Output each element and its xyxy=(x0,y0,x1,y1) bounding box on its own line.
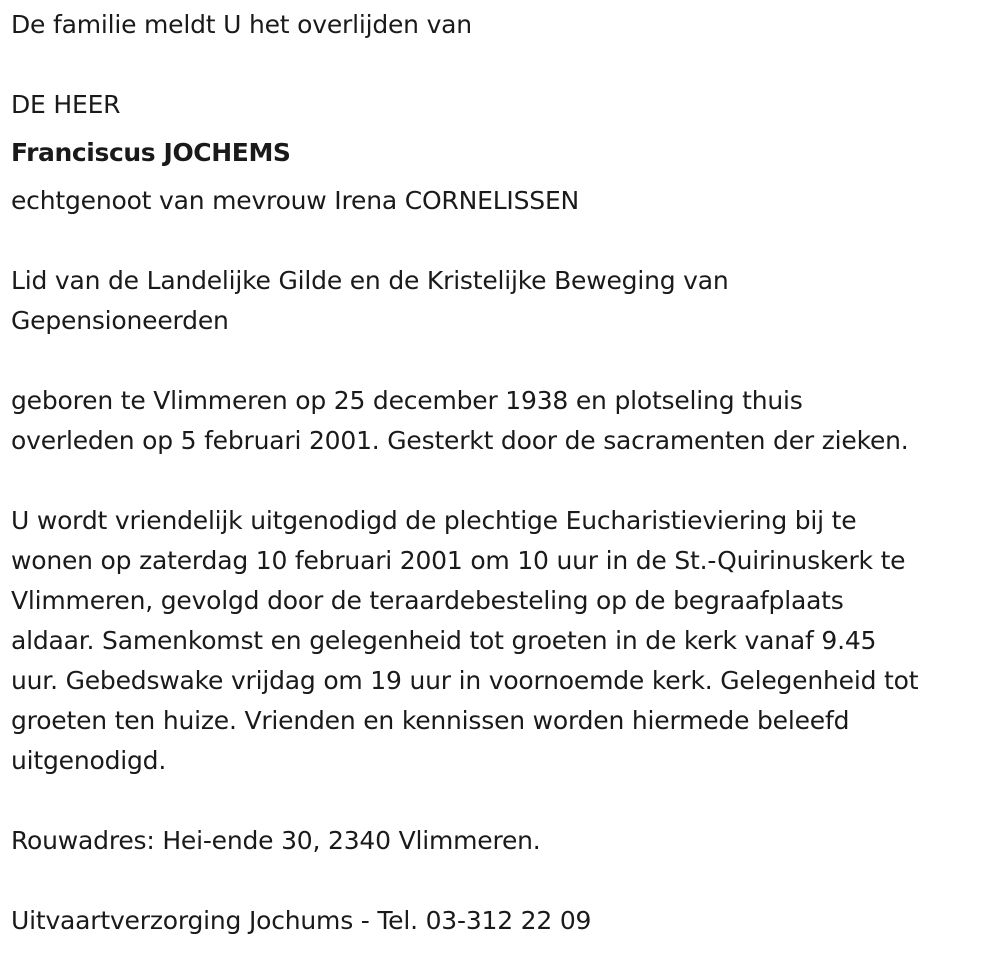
birth-death-paragraph xyxy=(11,381,996,461)
intro-text: De familie meldt U het overlijden van xyxy=(11,10,472,39)
spacer xyxy=(11,461,996,501)
paragraph-line: uitgenodigd. xyxy=(11,746,167,775)
paragraph-line: U wordt vriendelijk uitgenodigd de plechtige Eucharistieviering bij te xyxy=(11,506,857,535)
mourning-address: Rouwadres: Hei-ende 30, 2340 Vlimmeren. xyxy=(11,826,541,855)
paragraph-line: Vlimmeren, gevolgd door de teraardebesteling op de begraafplaats xyxy=(11,586,844,615)
paragraph-line: uur. Gebedswake vrijdag om 19 uur in voornoemde kerk. Gelegenheid tot xyxy=(11,666,919,695)
spacer xyxy=(11,781,996,821)
spacer xyxy=(11,861,996,901)
paragraph-line: overleden op 5 februari 2001. Gesterkt door de sacramenten der zieken. xyxy=(11,426,909,455)
spouse-line: echtgenoot van mevrouw Irena CORNELISSEN xyxy=(11,186,580,215)
paragraph-line: aldaar. Samenkomst en gelegenheid tot groeten in de kerk vanaf 9.45 xyxy=(11,626,877,655)
death-notice xyxy=(11,5,996,941)
honorific: DE HEER xyxy=(11,90,121,119)
ceremony-paragraph xyxy=(11,501,996,781)
spacer xyxy=(11,341,996,381)
spacer xyxy=(11,221,996,261)
paragraph-line: geboren te Vlimmeren op 25 december 1938 en plotseling thuis xyxy=(11,386,803,415)
membership-paragraph xyxy=(11,261,996,341)
spacer xyxy=(11,45,996,85)
deceased-name: Franciscus JOCHEMS xyxy=(11,138,291,167)
paragraph-line: wonen op zaterdag 10 februari 2001 om 10 uur in de St.-Quirinuskerk te xyxy=(11,546,906,575)
funeral-director: Uitvaartverzorging Jochums - Tel. 03-312 22 09 xyxy=(11,906,592,935)
paragraph-line: groeten ten huize. Vrienden en kennissen worden hiermede beleefd xyxy=(11,706,850,735)
spacer xyxy=(11,173,996,181)
paragraph-line: Gepensioneerden xyxy=(11,306,229,335)
spacer xyxy=(11,125,996,133)
paragraph-line: Lid van de Landelijke Gilde en de Kristelijke Beweging van xyxy=(11,266,729,295)
